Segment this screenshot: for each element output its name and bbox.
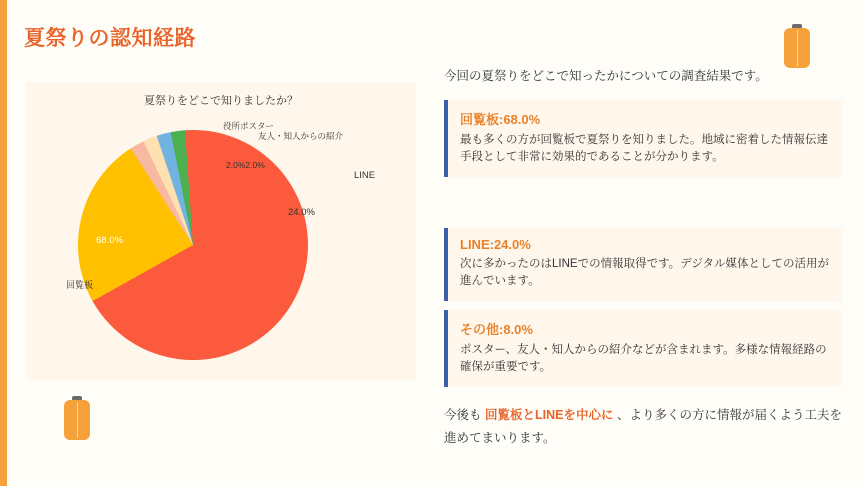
note-body: 次に多かったのはLINEでの情報取得です。デジタル媒体としての活用が進んでいます。 [460,258,829,288]
note-title: その他:8.0% [460,322,533,337]
note-card-line [444,228,842,301]
pie-value-kairan: 68.0% [96,235,123,246]
note-card-kairan [444,100,842,177]
note-body: ポスター、友人・知人からの紹介などが含まれます。多様な情報経路の確保が重要です。 [460,344,827,374]
closing-prefix: 今後も [444,408,485,422]
closing-suffix: 、より多くの方に情報が届くよう工夫を進めてまいります。 [444,408,842,445]
pie-value-small: 2.0%2.0% [226,160,265,170]
lantern-highlight [797,30,798,66]
note-card-other [444,310,842,387]
note-body: 最も多くの方が回覧板で夏祭りを知りました。地域に密着した情報伝達手段として非常に効果的であることが分かります。 [460,134,828,164]
pie-label-kairan: 回覧板 [66,280,94,290]
note-title: 回覧板:68.0% [460,112,541,127]
pie-value-line: 24.0% [288,207,315,218]
pie-label-referral: 友人・知人からの紹介 [258,131,344,141]
left-accent-bar [0,0,7,486]
lantern-icon [64,396,90,440]
lantern-icon [784,24,810,68]
chart-title: 夏祭りをどこで知りましたか？ [144,95,298,107]
closing-text [444,404,844,449]
pie-chart-card [26,82,416,380]
intro-text: 今回の夏祭りをどこで知ったかについての調査結果です。 [444,69,768,83]
lantern-highlight [77,402,78,438]
pie-label-poster: 役所ポスター [223,121,275,131]
page-title: 夏祭りの認知経路 [24,27,196,50]
note-title: LINE:24.0% [460,237,531,252]
pie-label-line: LINE [354,170,376,181]
closing-highlight: 回覧板とLINEを中心に [484,408,614,422]
